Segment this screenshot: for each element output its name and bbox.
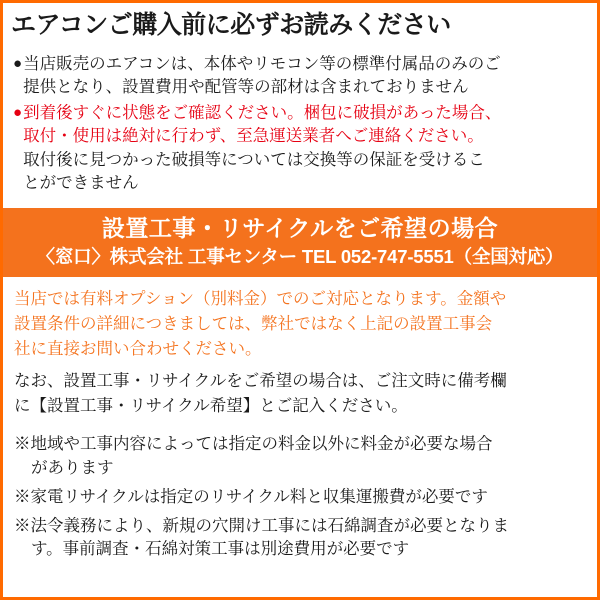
bullet-icon: ● bbox=[13, 55, 23, 72]
service-contact-line: 〈窓口〉株式会社 工事センター TEL 052-747-5551（全国対応） bbox=[36, 245, 564, 267]
paragraph-line: なお、設置工事・リサイクルをご希望の場合は、ご注文時に備考欄 bbox=[14, 372, 507, 391]
note-list bbox=[14, 433, 586, 563]
paragraph-line: 当店では有料オプション（別料金）でのご対応となります。金額や bbox=[14, 290, 507, 309]
note-line: す。事前調査・石綿対策工事は別途費用が必要です bbox=[31, 540, 410, 559]
paragraph-line: に【設置工事・リサイクル希望】とご記入ください。 bbox=[14, 397, 408, 416]
paragraph-line: 社に直接お問い合わせください。 bbox=[14, 339, 262, 358]
body-section bbox=[3, 277, 597, 562]
notice-line: 取付後に見つかった破損等については交換等の保証を受けるこ bbox=[23, 150, 485, 169]
notice-item bbox=[13, 53, 587, 100]
notice-line-red: 到着後すぐに状態をご確認ください。梱包に破損があった場合、 bbox=[23, 103, 502, 122]
notice-line-red: 取付・使用は絶対に行わず、至急運送業者へご連絡ください。 bbox=[23, 127, 484, 146]
orange-paragraph bbox=[14, 287, 586, 361]
notice-body bbox=[23, 102, 587, 196]
note-line: ※法令義務により、新規の穴開け工事には石綿調査が必要となりま bbox=[14, 516, 509, 535]
service-banner-title: 設置工事・リサイクルをご希望の場合 bbox=[101, 214, 499, 241]
note-line: があります bbox=[31, 458, 114, 477]
service-banner bbox=[3, 208, 597, 277]
notice-line: 当店販売のエアコンは、本体やリモコン等の標準付属品のみのご bbox=[23, 55, 501, 73]
note-line: ※家電リサイクルは指定のリサイクル料と収集運搬費が必要です bbox=[14, 487, 488, 506]
notice-line: とができません bbox=[23, 174, 139, 193]
note-item bbox=[14, 486, 586, 510]
page-header bbox=[3, 3, 597, 47]
paragraph-line: 設置条件の詳細につきましては、弊社ではなく上記の設置工事会 bbox=[14, 314, 493, 333]
dark-paragraph bbox=[14, 369, 586, 419]
note-line: ※地域や工事内容によっては指定の料金以外に料金が必要な場合 bbox=[14, 434, 493, 453]
note-item bbox=[14, 515, 586, 563]
bullet-icon: ● bbox=[13, 103, 23, 121]
notice-body bbox=[23, 53, 587, 100]
note-item bbox=[14, 433, 586, 481]
notice-section bbox=[3, 47, 597, 208]
notice-line: 提供となり、設置費用や配管等の部材は含まれておりません bbox=[23, 78, 469, 97]
page-title: エアコンご購入前に必ずお読みください bbox=[11, 10, 451, 39]
notice-item bbox=[13, 102, 587, 196]
